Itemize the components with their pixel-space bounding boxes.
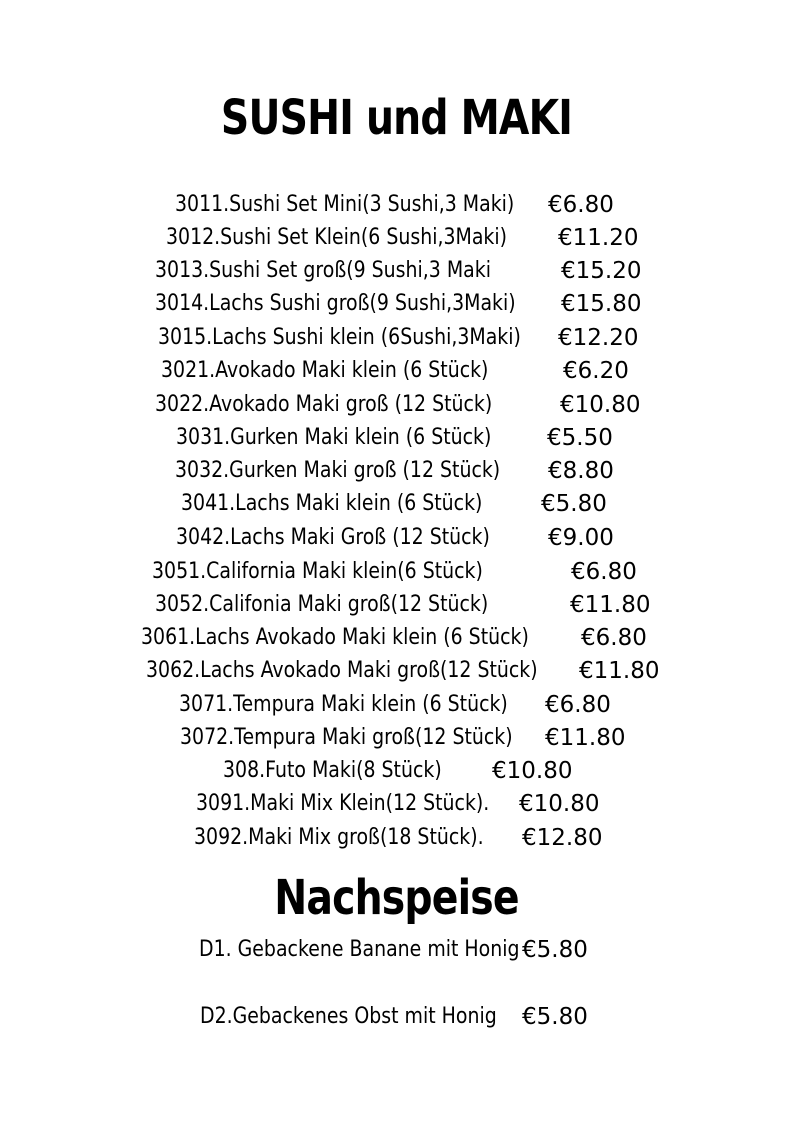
menu-item-name: 3012.Sushi Set Klein(6 Sushi,3Maki) xyxy=(166,225,508,250)
menu-item-price: €15.20 xyxy=(561,258,642,284)
menu-item-price: €12.20 xyxy=(558,325,639,351)
dessert-title: Nachspeise xyxy=(274,870,519,926)
menu-item-name: 3072.Tempura Maki groß(12 Stück) xyxy=(180,725,513,750)
menu-item-name: 3032.Gurken Maki groß (12 Stück) xyxy=(175,458,501,483)
menu-title: SUSHI und MAKI xyxy=(220,90,573,146)
menu-item-name: 3014.Lachs Sushi groß(9 Sushi,3Maki) xyxy=(155,291,516,316)
menu-item-price: €9.00 xyxy=(548,525,614,551)
dessert-item xyxy=(0,1001,793,1033)
menu-item xyxy=(0,288,793,320)
menu-item-name: 3091.Maki Mix Klein(12 Stück). xyxy=(196,791,490,816)
menu-item xyxy=(0,355,793,387)
menu-item-price: €11.20 xyxy=(558,225,639,251)
menu-item-price: €5.50 xyxy=(547,425,613,451)
menu-item-price: €11.80 xyxy=(570,592,651,618)
menu-item xyxy=(0,655,793,687)
menu-item-name: 3071.Tempura Maki klein (6 Stück) xyxy=(179,692,508,717)
menu-item xyxy=(0,589,793,621)
menu-item-name: 3015.Lachs Sushi klein (6Sushi,3Maki) xyxy=(158,325,521,350)
menu-item xyxy=(0,422,793,454)
dessert-item xyxy=(0,934,793,966)
menu-item-name: 3041.Lachs Maki klein (6 Stück) xyxy=(181,491,483,516)
menu-item-name: 3022.Avokado Maki groß (12 Stück) xyxy=(155,392,493,417)
menu-item-name: 3013.Sushi Set groß(9 Sushi,3 Maki xyxy=(155,258,491,283)
menu-item-name: 3052.Califonia Maki groß(12 Stück) xyxy=(155,592,489,617)
menu-item-price: €6.80 xyxy=(548,192,614,218)
menu-item-name: 3011.Sushi Set Mini(3 Sushi,3 Maki) xyxy=(175,192,515,217)
dessert-item-price: €5.80 xyxy=(522,937,588,963)
menu-item-price: €5.80 xyxy=(541,491,607,517)
menu-item-price: €6.20 xyxy=(563,358,629,384)
menu-item xyxy=(0,522,793,554)
menu-item-name: 3042.Lachs Maki Groß (12 Stück) xyxy=(176,525,490,550)
menu-item xyxy=(0,689,793,721)
menu-item xyxy=(0,488,793,520)
menu-item-price: €11.80 xyxy=(545,725,626,751)
menu-item xyxy=(0,822,793,854)
menu-item xyxy=(0,222,793,254)
menu-item xyxy=(0,322,793,354)
menu-item-name: 308.Futo Maki(8 Stück) xyxy=(223,758,442,783)
menu-item xyxy=(0,722,793,754)
menu-item-name: 3061.Lachs Avokado Maki klein (6 Stück) xyxy=(141,625,529,650)
menu-item-price: €8.80 xyxy=(548,458,614,484)
menu-item xyxy=(0,189,793,221)
menu-item-price: €10.80 xyxy=(519,791,600,817)
menu-item-price: €6.80 xyxy=(545,692,611,718)
menu-item-price: €15.80 xyxy=(561,291,642,317)
menu-item-price: €10.80 xyxy=(560,392,641,418)
menu-item-price: €12.80 xyxy=(522,825,603,851)
dessert-item-price: €5.80 xyxy=(522,1004,588,1030)
menu-item-price: €11.80 xyxy=(579,658,660,684)
menu-item-name: 3092.Maki Mix groß(18 Stück). xyxy=(194,825,484,850)
menu-item-price: €10.80 xyxy=(492,758,573,784)
dessert-item-name: D1. Gebackene Banane mit Honig xyxy=(199,937,520,962)
menu-item-name: 3062.Lachs Avokado Maki groß(12 Stück) xyxy=(146,658,538,683)
menu-item xyxy=(0,755,793,787)
menu-item xyxy=(0,255,793,287)
menu-item xyxy=(0,788,793,820)
menu-item xyxy=(0,556,793,588)
menu-item xyxy=(0,389,793,421)
menu-item-price: €6.80 xyxy=(581,625,647,651)
dessert-item-name: D2.Gebackenes Obst mit Honig xyxy=(200,1004,497,1029)
menu-item-price: €6.80 xyxy=(571,559,637,585)
menu-item-name: 3031.Gurken Maki klein (6 Stück) xyxy=(176,425,492,450)
menu-item xyxy=(0,622,793,654)
menu-item-name: 3021.Avokado Maki klein (6 Stück) xyxy=(161,358,489,383)
menu-item-name: 3051.California Maki klein(6 Stück) xyxy=(152,559,483,584)
menu-item xyxy=(0,455,793,487)
